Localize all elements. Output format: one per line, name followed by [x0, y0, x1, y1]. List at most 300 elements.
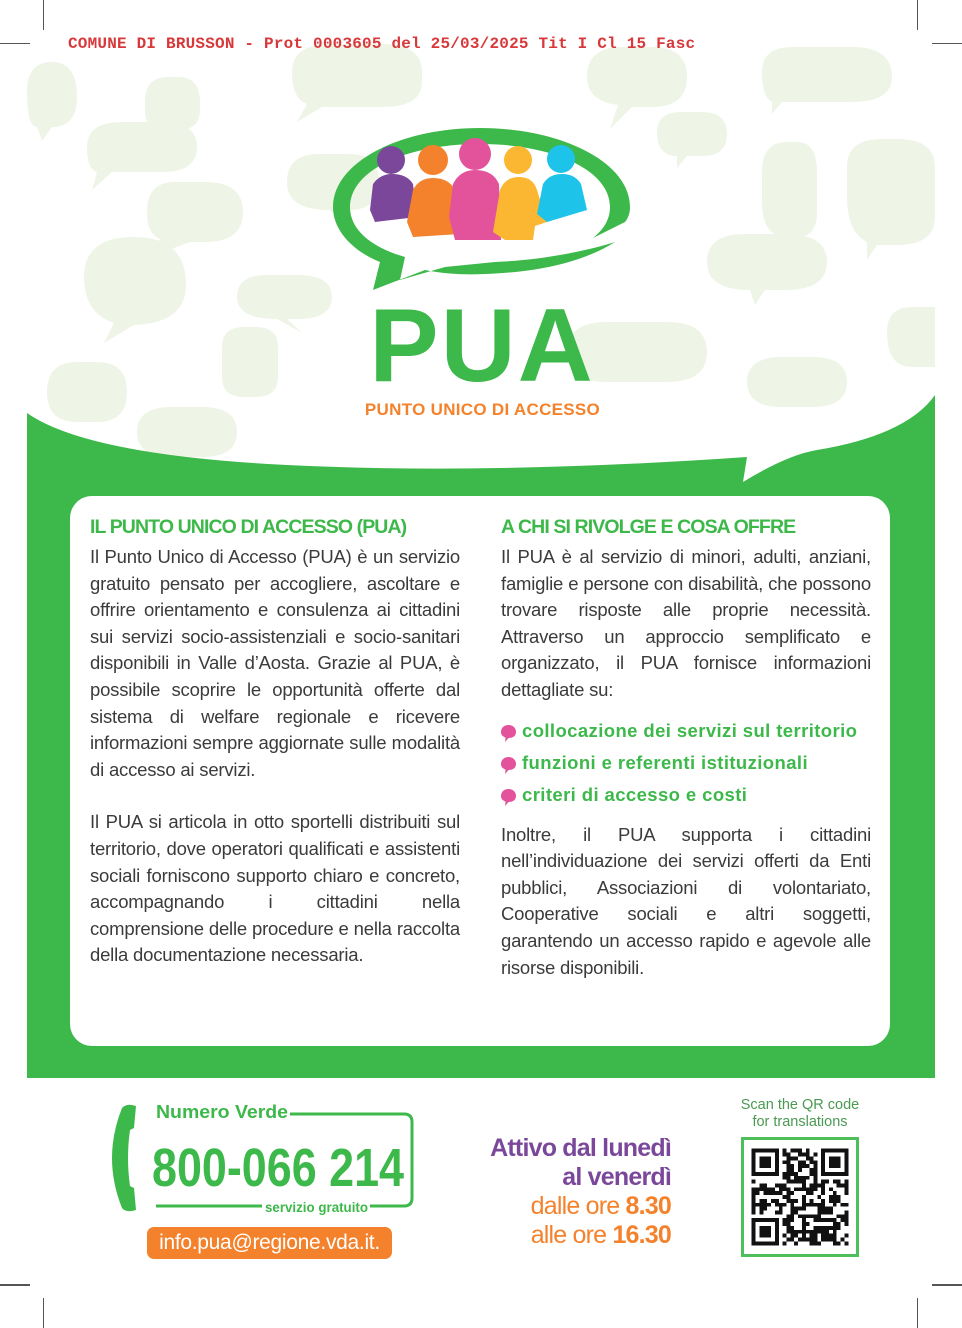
- toll-free-number-box: [112, 1098, 417, 1223]
- qr-module: [817, 1218, 821, 1222]
- qr-module: [810, 1156, 814, 1160]
- qr-module: [821, 1187, 825, 1191]
- qr-module: [810, 1230, 814, 1234]
- qr-module: [825, 1230, 829, 1234]
- list-item-text: criteri di accesso e costi: [522, 783, 748, 805]
- qr-module: [814, 1180, 818, 1184]
- qr-module: [829, 1238, 833, 1242]
- qr-module: [752, 1195, 756, 1199]
- qr-module: [756, 1187, 760, 1191]
- hours-days-line2: al venerdì: [562, 1163, 671, 1191]
- qr-module: [814, 1183, 818, 1187]
- qr-module: [817, 1211, 821, 1215]
- qr-module: [844, 1222, 848, 1226]
- qr-module: [833, 1195, 837, 1199]
- qr-module: [844, 1191, 848, 1195]
- qr-module: [825, 1238, 829, 1242]
- qr-module: [841, 1214, 845, 1218]
- pink-bubble-bullet-icon: [501, 789, 516, 806]
- qr-module: [790, 1156, 794, 1160]
- qr-module: [837, 1214, 841, 1218]
- hours-days-line1: Attivo dal lunedì: [490, 1134, 671, 1162]
- qr-module: [837, 1226, 841, 1230]
- qr-module: [825, 1180, 829, 1184]
- qr-module: [806, 1187, 810, 1191]
- qr-module: [817, 1183, 821, 1187]
- qr-module: [767, 1191, 771, 1195]
- qr-module: [790, 1218, 794, 1222]
- qr-module: [798, 1230, 802, 1234]
- qr-module: [810, 1199, 814, 1203]
- hours-from: [430, 1192, 671, 1221]
- qr-module: [802, 1180, 806, 1184]
- qr-module: [844, 1211, 848, 1215]
- qr-module: [756, 1191, 760, 1195]
- qr-module: [786, 1222, 790, 1226]
- qr-module: [814, 1153, 818, 1157]
- qr-module: [790, 1168, 794, 1172]
- qr-module: [844, 1214, 848, 1218]
- qr-module: [833, 1241, 837, 1245]
- right-column: [501, 514, 871, 981]
- qr-module: [790, 1230, 794, 1234]
- qr-module: [786, 1214, 790, 1218]
- qr-module: [829, 1207, 833, 1211]
- qr-module: [814, 1226, 818, 1230]
- qr-module: [825, 1211, 829, 1215]
- qr-module: [802, 1153, 806, 1157]
- qr-module: [829, 1187, 833, 1191]
- qr-module: [837, 1222, 841, 1226]
- qr-code[interactable]: [741, 1137, 859, 1257]
- hours-from-value: 8.30: [625, 1192, 671, 1220]
- qr-module: [783, 1160, 787, 1164]
- qr-module: [833, 1218, 837, 1222]
- qr-module: [783, 1218, 787, 1222]
- right-outro: Inoltre, il PUA supporta i cittadini nell’individuazione dei servizi offerti da Enti pubblici, Associazioni di volontariato, Cooperative sociali e altri soggetti, garantendo un accesso rapido e agevole alle risorse disponibili.: [501, 823, 871, 978]
- qr-module: [844, 1234, 848, 1238]
- right-intro: Il PUA è al servizio di minori, adulti, anziani, famiglie e persone con disabilità, che possono trovare risposte alle proprie necessità. Attraverso un approccio semplificato e organizzato, il PUA fornisce informazioni dettagliate su:: [501, 546, 871, 700]
- qr-module: [814, 1238, 818, 1242]
- qr-module: [798, 1164, 802, 1168]
- qr-finder-pattern: [759, 1226, 771, 1238]
- phone-label: Numero Verde: [156, 1102, 288, 1122]
- qr-module: [810, 1183, 814, 1187]
- qr-module: [763, 1207, 767, 1211]
- qr-module: [829, 1211, 833, 1215]
- qr-module: [763, 1199, 767, 1203]
- qr-module: [814, 1218, 818, 1222]
- qr-module: [814, 1172, 818, 1176]
- qr-module: [752, 1203, 756, 1207]
- qr-module: [767, 1203, 771, 1207]
- qr-module: [802, 1234, 806, 1238]
- qr-module: [783, 1172, 787, 1176]
- phone-note: servizio gratuito: [265, 1199, 368, 1215]
- qr-module: [829, 1234, 833, 1238]
- qr-module: [806, 1214, 810, 1218]
- qr-module: [802, 1222, 806, 1226]
- qr-module: [810, 1234, 814, 1238]
- qr-module: [779, 1203, 783, 1207]
- qr-module: [779, 1207, 783, 1211]
- list-item-text: funzioni e referenti istituzionali: [522, 751, 808, 773]
- pink-bubble-bullet-icon: [501, 725, 516, 742]
- qr-module: [802, 1238, 806, 1242]
- qr-module: [841, 1183, 845, 1187]
- qr-module: [837, 1180, 841, 1184]
- qr-module: [759, 1211, 763, 1215]
- qr-module: [759, 1199, 763, 1203]
- qr-module: [783, 1176, 787, 1180]
- qr-finder-pattern: [829, 1156, 841, 1168]
- qr-module: [833, 1191, 837, 1195]
- qr-module: [752, 1180, 756, 1184]
- phone-number[interactable]: 800-066 214: [152, 1138, 404, 1198]
- qr-module: [790, 1211, 794, 1215]
- qr-module: [802, 1207, 806, 1211]
- qr-module: [833, 1199, 837, 1203]
- qr-module: [829, 1199, 833, 1203]
- qr-module: [821, 1226, 825, 1230]
- qr-module: [783, 1149, 787, 1153]
- qr-module: [798, 1180, 802, 1184]
- qr-module: [806, 1153, 810, 1157]
- qr-module: [790, 1164, 794, 1168]
- qr-module: [798, 1153, 802, 1157]
- qr-module: [752, 1187, 756, 1191]
- qr-module: [790, 1226, 794, 1230]
- qr-module: [817, 1214, 821, 1218]
- qr-module: [806, 1164, 810, 1168]
- qr-module: [786, 1164, 790, 1168]
- email-link[interactable]: info.pua@regione.vda.it.: [147, 1227, 392, 1259]
- qr-module: [794, 1241, 798, 1245]
- qr-module: [783, 1241, 787, 1245]
- hours-to-value: 16.30: [612, 1221, 671, 1249]
- qr-module: [786, 1191, 790, 1195]
- qr-module: [810, 1160, 814, 1164]
- qr-module: [771, 1187, 775, 1191]
- qr-module: [790, 1207, 794, 1211]
- qr-module: [775, 1203, 779, 1207]
- qr-module: [763, 1183, 767, 1187]
- qr-module: [786, 1226, 790, 1230]
- qr-module: [833, 1226, 837, 1230]
- qr-module: [786, 1172, 790, 1176]
- qr-module: [844, 1180, 848, 1184]
- qr-module: [786, 1218, 790, 1222]
- opening-hours: [430, 1134, 671, 1250]
- qr-module: [814, 1176, 818, 1180]
- qr-module: [829, 1218, 833, 1222]
- qr-finder-pattern: [759, 1156, 771, 1168]
- qr-module: [837, 1241, 841, 1245]
- qr-module: [844, 1241, 848, 1245]
- list-item: [501, 782, 871, 808]
- crop-mark: [0, 1284, 30, 1286]
- qr-module: [825, 1207, 829, 1211]
- qr-module: [821, 1238, 825, 1242]
- qr-module: [833, 1222, 837, 1226]
- crop-mark: [43, 1298, 44, 1328]
- qr-module: [779, 1183, 783, 1187]
- qr-module: [798, 1187, 802, 1191]
- qr-module: [814, 1230, 818, 1234]
- qr-module: [790, 1172, 794, 1176]
- left-paragraph: Il PUA si articola in otto sportelli distribuiti sul territorio, dove operatori qualificati e assistenti sociali forniscono supporto chiaro e concreto, accompagnando i cittadini nella comprensione delle procedure e nella raccolta della documentazione necessaria.: [90, 811, 460, 966]
- qr-module: [798, 1168, 802, 1172]
- qr-module: [814, 1164, 818, 1168]
- qr-caption: [722, 1097, 878, 1131]
- qr-module: [779, 1187, 783, 1191]
- qr-module: [798, 1238, 802, 1242]
- qr-module: [802, 1230, 806, 1234]
- qr-module: [763, 1203, 767, 1207]
- qr-module: [810, 1168, 814, 1172]
- crop-mark: [917, 0, 918, 30]
- qr-module: [802, 1164, 806, 1168]
- qr-module: [810, 1191, 814, 1195]
- qr-module: [786, 1195, 790, 1199]
- qr-module: [841, 1203, 845, 1207]
- qr-module: [814, 1187, 818, 1191]
- qr-module: [794, 1234, 798, 1238]
- qr-module: [844, 1187, 848, 1191]
- pink-bubble-bullet-icon: [501, 757, 516, 774]
- qr-module: [775, 1199, 779, 1203]
- qr-module: [767, 1187, 771, 1191]
- qr-module: [771, 1199, 775, 1203]
- qr-module: [829, 1226, 833, 1230]
- qr-module: [833, 1238, 837, 1242]
- qr-module: [752, 1199, 756, 1203]
- qr-module: [802, 1218, 806, 1222]
- qr-module: [786, 1187, 790, 1191]
- qr-module: [817, 1207, 821, 1211]
- qr-module: [810, 1214, 814, 1218]
- qr-module: [790, 1203, 794, 1207]
- qr-module: [779, 1211, 783, 1215]
- qr-module: [821, 1191, 825, 1195]
- qr-module: [790, 1180, 794, 1184]
- qr-module: [783, 1234, 787, 1238]
- qr-module: [817, 1241, 821, 1245]
- qr-module: [810, 1187, 814, 1191]
- qr-module: [794, 1199, 798, 1203]
- crop-mark: [917, 1298, 918, 1328]
- qr-module: [821, 1180, 825, 1184]
- left-heading: IL PUNTO UNICO DI ACCESSO (PUA): [90, 516, 407, 538]
- qr-module: [783, 1203, 787, 1207]
- qr-code-icon: [744, 1140, 856, 1254]
- qr-module: [810, 1241, 814, 1245]
- qr-module: [810, 1203, 814, 1207]
- qr-module: [802, 1214, 806, 1218]
- qr-module: [794, 1211, 798, 1215]
- qr-module: [794, 1180, 798, 1184]
- qr-module: [786, 1199, 790, 1203]
- qr-module: [802, 1226, 806, 1230]
- qr-module: [790, 1199, 794, 1203]
- qr-module: [833, 1234, 837, 1238]
- right-heading: A CHI SI RIVOLGE E COSA OFFRE: [501, 516, 796, 538]
- qr-module: [829, 1195, 833, 1199]
- qr-module: [814, 1214, 818, 1218]
- crop-mark: [932, 1284, 962, 1286]
- crop-mark: [932, 43, 962, 44]
- phone-handset-icon: [112, 1105, 136, 1211]
- qr-module: [802, 1176, 806, 1180]
- qr-module: [783, 1153, 787, 1157]
- qr-module: [783, 1183, 787, 1187]
- qr-module: [798, 1149, 802, 1153]
- qr-module: [806, 1238, 810, 1242]
- qr-module: [810, 1172, 814, 1176]
- list-item: [501, 750, 871, 776]
- qr-module: [825, 1226, 829, 1230]
- qr-module: [763, 1191, 767, 1195]
- qr-module: [794, 1230, 798, 1234]
- hours-to: [430, 1221, 671, 1250]
- qr-module: [790, 1238, 794, 1242]
- qr-module: [759, 1203, 763, 1207]
- qr-module: [783, 1195, 787, 1199]
- qr-module: [786, 1160, 790, 1164]
- qr-module: [756, 1203, 760, 1207]
- qr-module: [802, 1199, 806, 1203]
- qr-module: [786, 1230, 790, 1234]
- qr-module: [821, 1234, 825, 1238]
- crop-mark: [43, 0, 44, 30]
- qr-module: [802, 1187, 806, 1191]
- qr-module: [841, 1218, 845, 1222]
- info-card: [70, 496, 890, 1046]
- qr-module: [814, 1241, 818, 1245]
- qr-module: [806, 1156, 810, 1160]
- qr-module: [817, 1226, 821, 1230]
- qr-module: [814, 1168, 818, 1172]
- qr-module: [821, 1183, 825, 1187]
- qr-module: [841, 1238, 845, 1242]
- qr-module: [794, 1149, 798, 1153]
- qr-module: [844, 1218, 848, 1222]
- qr-module: [794, 1156, 798, 1160]
- qr-module: [821, 1230, 825, 1234]
- qr-module: [752, 1191, 756, 1195]
- qr-module: [759, 1207, 763, 1211]
- qr-module: [794, 1172, 798, 1176]
- list-item-text: collocazione dei servizi sul territorio: [522, 719, 858, 741]
- qr-module: [806, 1230, 810, 1234]
- qr-module: [837, 1195, 841, 1199]
- qr-module: [771, 1191, 775, 1195]
- qr-module: [783, 1187, 787, 1191]
- crop-mark: [0, 43, 30, 44]
- qr-module: [844, 1183, 848, 1187]
- hours-to-label: alle ore: [530, 1221, 613, 1249]
- qr-module: [783, 1222, 787, 1226]
- qr-module: [752, 1211, 756, 1215]
- qr-module: [759, 1183, 763, 1187]
- qr-module: [798, 1176, 802, 1180]
- qr-module: [786, 1176, 790, 1180]
- qr-module: [763, 1187, 767, 1191]
- qr-module: [806, 1176, 810, 1180]
- qr-module: [810, 1238, 814, 1242]
- qr-module: [794, 1176, 798, 1180]
- hours-from-label: dalle ore: [530, 1192, 626, 1220]
- qr-module: [759, 1187, 763, 1191]
- qr-module: [752, 1207, 756, 1211]
- logo-title: PUA: [369, 288, 595, 404]
- qr-module: [806, 1191, 810, 1195]
- offer-list: [501, 718, 871, 808]
- qr-module: [825, 1218, 829, 1222]
- qr-module: [794, 1187, 798, 1191]
- qr-module: [806, 1149, 810, 1153]
- qr-module: [844, 1203, 848, 1207]
- qr-module: [837, 1183, 841, 1187]
- qr-caption-line2: for translations: [752, 1114, 848, 1130]
- qr-module: [814, 1203, 818, 1207]
- qr-module: [790, 1234, 794, 1238]
- qr-module: [786, 1168, 790, 1172]
- qr-module: [802, 1183, 806, 1187]
- qr-module: [833, 1203, 837, 1207]
- qr-module: [779, 1191, 783, 1195]
- left-paragraph: Il Punto Unico di Accesso (PUA) è un servizio gratuito pensato per accogliere, ascoltare e offrire orientamento e consulenza ai cittadini sui servizi socio-assistenziali e socio-sanitari disponibili in Valle d’Aosta. Grazie al PUA, è possibile scoprire le opportunità offerte dal sistema di welfare regionale e ricevere informazioni sempre aggiornate sulle modalità di accesso ai servizi.: [90, 546, 460, 780]
- qr-module: [802, 1195, 806, 1199]
- qr-module: [790, 1214, 794, 1218]
- qr-module: [775, 1191, 779, 1195]
- qr-module: [817, 1195, 821, 1199]
- qr-module: [775, 1211, 779, 1215]
- qr-module: [825, 1234, 829, 1238]
- protocol-stamp: COMUNE DI BRUSSON - Prot 0003605 del 25/03/2025 Tit I Cl 15 Fasc: [68, 35, 696, 53]
- qr-module: [802, 1203, 806, 1207]
- qr-caption-line1: Scan the QR code: [740, 1097, 860, 1113]
- qr-module: [786, 1180, 790, 1184]
- qr-module: [806, 1203, 810, 1207]
- qr-module: [814, 1160, 818, 1164]
- qr-module: [798, 1207, 802, 1211]
- qr-module: [806, 1222, 810, 1226]
- qr-module: [837, 1199, 841, 1203]
- qr-module: [817, 1203, 821, 1207]
- pua-logo-icon: [325, 122, 635, 297]
- qr-module: [794, 1207, 798, 1211]
- qr-module: [821, 1218, 825, 1222]
- qr-module: [786, 1153, 790, 1157]
- qr-module: [790, 1191, 794, 1195]
- qr-module: [833, 1180, 837, 1184]
- list-item: [501, 718, 871, 744]
- qr-module: [798, 1214, 802, 1218]
- qr-module: [798, 1160, 802, 1164]
- qr-module: [833, 1230, 837, 1234]
- qr-module: [786, 1156, 790, 1160]
- qr-module: [821, 1211, 825, 1215]
- qr-module: [802, 1160, 806, 1164]
- qr-module: [775, 1183, 779, 1187]
- qr-module: [790, 1149, 794, 1153]
- qr-module: [786, 1238, 790, 1242]
- qr-module: [817, 1230, 821, 1234]
- left-column: [90, 514, 460, 969]
- qr-module: [821, 1203, 825, 1207]
- qr-module: [821, 1199, 825, 1203]
